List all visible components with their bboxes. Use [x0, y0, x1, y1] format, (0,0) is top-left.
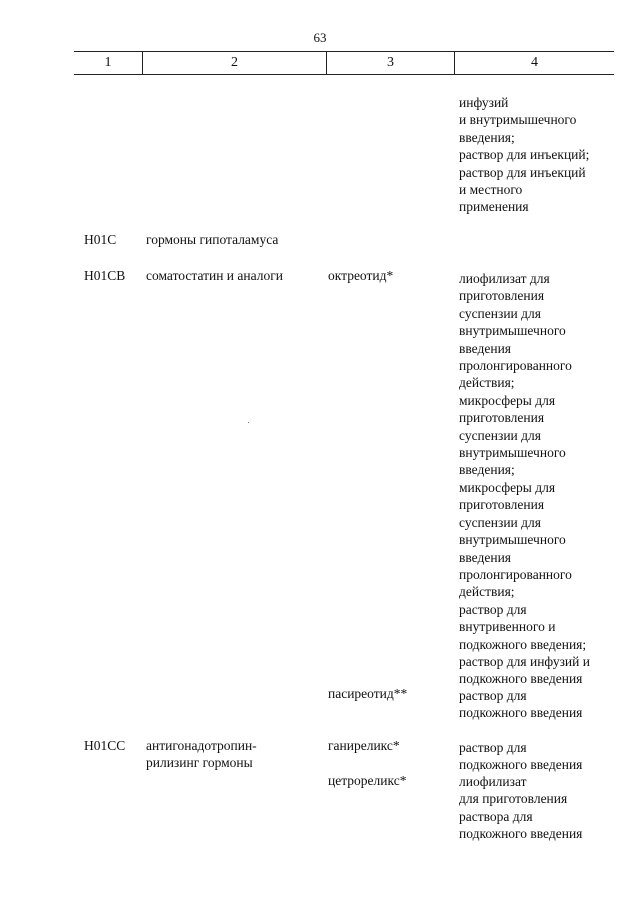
drug-name: октреотид*	[328, 268, 394, 283]
atc-code: H01C	[84, 232, 117, 247]
atc-group-name: гормоны гипоталамуса	[146, 232, 279, 247]
header-col-1: 1	[104, 55, 112, 70]
dosage-form: раствор для подкожного введения	[459, 688, 583, 721]
atc-group-name: антигонадотропин- рилизинг гормоны	[146, 738, 257, 771]
page-number: 63	[313, 30, 327, 45]
continued-dosage-form: инфузий и внутримышечного введения; раствор для инъекций; раствор для инъекций и местного применения	[459, 95, 590, 215]
atc-code: H01CC	[84, 738, 126, 753]
table-header	[74, 51, 614, 75]
header-col-4: 4	[531, 55, 538, 70]
dosage-form: лиофилизат для приготовления раствора для подкожного введения	[459, 774, 583, 842]
drug-name: ганиреликс*	[328, 738, 400, 753]
atc-code: H01CB	[84, 268, 126, 283]
dosage-form: раствор для подкожного введения	[459, 740, 583, 773]
atc-group-name: соматостатин и аналоги	[146, 268, 283, 283]
scan-speck	[248, 422, 249, 423]
drug-name: цетрореликс*	[328, 773, 407, 788]
header-col-2: 2	[231, 55, 238, 70]
drug-name: пасиреотид**	[328, 686, 408, 701]
dosage-form: лиофилизат для приготовления суспензии для внутримышечного введения пролонгированного действия; микросферы для приготовления суспензии для внутримышечного введения; микросферы для приготовления суспензии для внутримышечного введения пролонгированного действия; раствор для внутривенного и подкожного введения; раствор для инфузий и подкожного введения	[459, 271, 590, 687]
header-col-3: 3	[387, 55, 394, 70]
